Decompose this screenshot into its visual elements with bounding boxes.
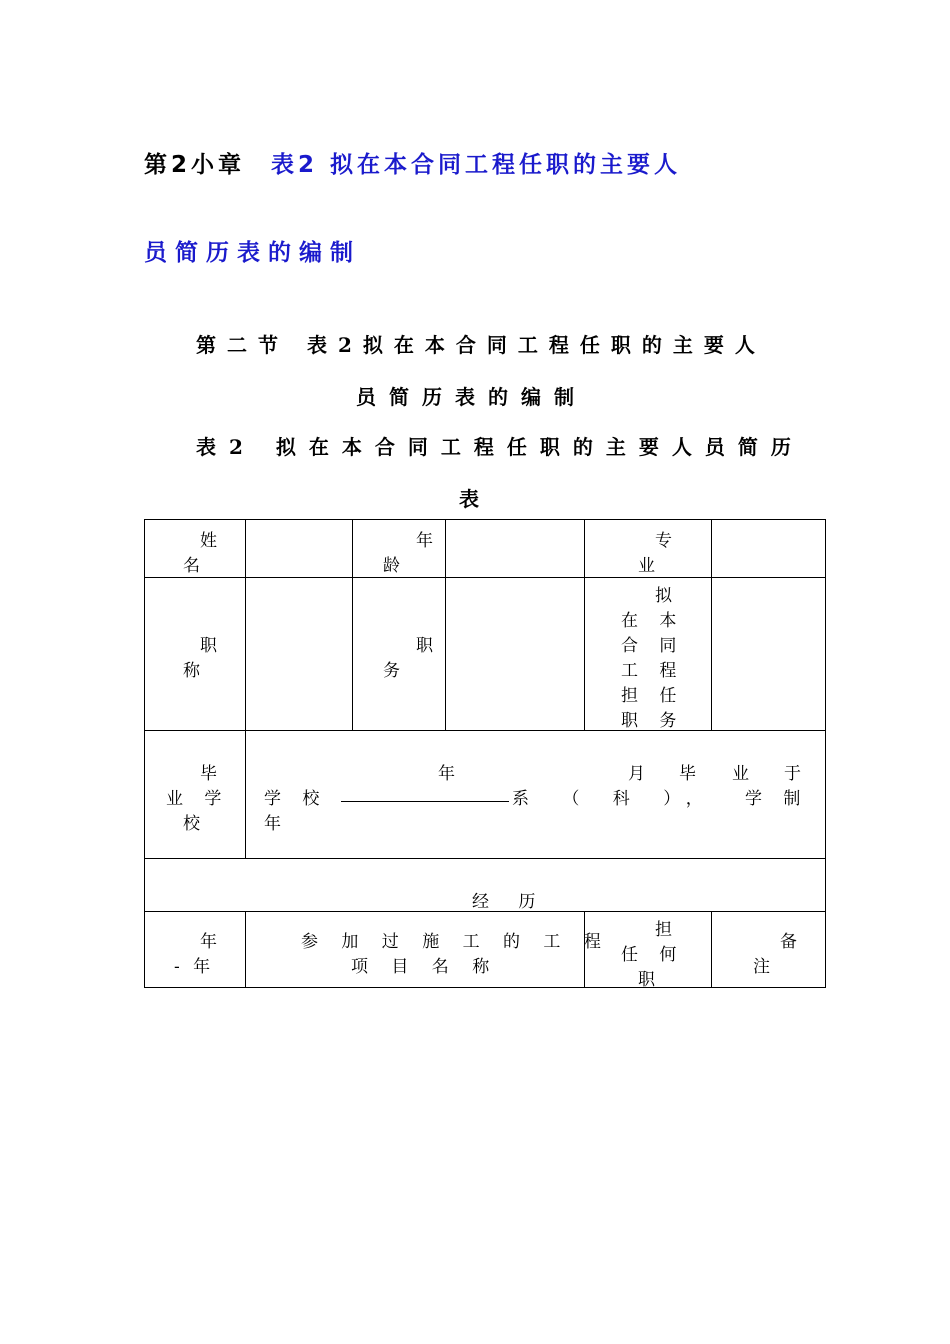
major-label-1: 专	[655, 531, 680, 551]
age-label-cell	[353, 520, 446, 578]
role-value-cell[interactable]	[712, 578, 826, 731]
experience-label: 经 历	[472, 892, 548, 912]
exp-year-cell	[145, 912, 246, 988]
grad-year-unit-text: 年	[264, 814, 289, 834]
exp-note-label-1: 备	[780, 932, 805, 952]
section-title-line1: 第二节 表2拟在本合同工程任职的主要人	[196, 333, 766, 357]
exp-note-label-2: 注	[753, 957, 778, 977]
grad-school-text: 学 校	[264, 789, 328, 809]
exp-note-cell	[712, 912, 826, 988]
chapter-title-line2: 员简历表的编制	[144, 240, 361, 266]
section-title-line2: 员简历表的编制	[356, 385, 587, 409]
major-value-cell[interactable]	[712, 520, 826, 578]
exp-year-label-2: - 年	[174, 957, 215, 977]
table-caption-line2: 表	[459, 487, 479, 511]
title-label-cell	[145, 578, 246, 731]
grad-ye-text: 业	[732, 764, 757, 784]
table-row	[145, 520, 826, 578]
age-label-2: 龄	[383, 556, 408, 576]
school-label-3: 校	[183, 814, 208, 834]
name-label-2: 名	[183, 556, 208, 576]
exp-project-label-2: 项 目 名 称	[351, 957, 499, 977]
exp-project-cell	[246, 912, 610, 988]
age-label-1: 年	[416, 531, 441, 551]
exp-position-label-1: 担	[655, 920, 680, 940]
major-label-cell	[585, 520, 712, 578]
school-label-cell	[145, 731, 246, 859]
table-row	[145, 912, 826, 988]
exp-position-label-3: 职	[638, 970, 663, 990]
school-name-blank[interactable]	[341, 786, 509, 802]
role-label-1: 拟	[655, 586, 680, 606]
school-label-2: 业 学	[166, 789, 230, 809]
major-label-2: 业	[638, 556, 663, 576]
experience-header-cell	[145, 859, 826, 912]
grad-month-text: 月	[628, 764, 653, 784]
role-label-4: 工 程	[621, 661, 685, 681]
title-value-cell[interactable]	[246, 578, 353, 731]
table-caption-line1: 表2 拟在本合同工程任职的主要人员简历	[196, 435, 804, 459]
duty-value-cell[interactable]	[446, 578, 585, 731]
table-row	[145, 731, 826, 859]
school-label-1: 毕	[200, 764, 225, 784]
role-label-3: 合 同	[621, 636, 685, 656]
grad-year-text: 年	[438, 764, 463, 784]
grad-bi-text: 毕	[679, 764, 704, 784]
exp-position-cell	[585, 912, 712, 988]
name-label-1: 姓	[200, 531, 225, 551]
grad-system-text: 学 制	[745, 789, 809, 809]
role-label-5: 担 任	[621, 686, 685, 706]
chapter-title-line1: 表2 拟在本合同工程任职的主要人	[271, 152, 682, 178]
role-label-cell	[585, 578, 712, 731]
duty-label-cell	[353, 578, 446, 731]
grad-dept-text: 系 （ 科 ），	[512, 789, 717, 809]
exp-project-label-1: 参 加 过 施 工 的 工 程	[301, 932, 610, 952]
duty-label-2: 务	[383, 661, 408, 681]
school-value-cell[interactable]	[246, 731, 826, 859]
name-label-cell	[145, 520, 246, 578]
chapter-heading	[144, 146, 681, 179]
role-label-6: 职 务	[621, 711, 685, 731]
title-label-1: 职	[200, 636, 225, 656]
title-label-2: 称	[183, 661, 208, 681]
age-value-cell[interactable]	[446, 520, 585, 578]
role-label-2: 在 本	[621, 611, 685, 631]
exp-year-label-1: 年	[200, 932, 225, 952]
exp-position-label-2: 任 何	[621, 945, 685, 965]
grad-yu-text: 于	[784, 764, 809, 784]
chapter-prefix: 第2小章	[144, 152, 246, 178]
resume-table	[144, 519, 826, 988]
name-value-cell[interactable]	[246, 520, 353, 578]
table-row	[145, 578, 826, 731]
table-row	[145, 859, 826, 912]
duty-label-1: 职	[416, 636, 441, 656]
